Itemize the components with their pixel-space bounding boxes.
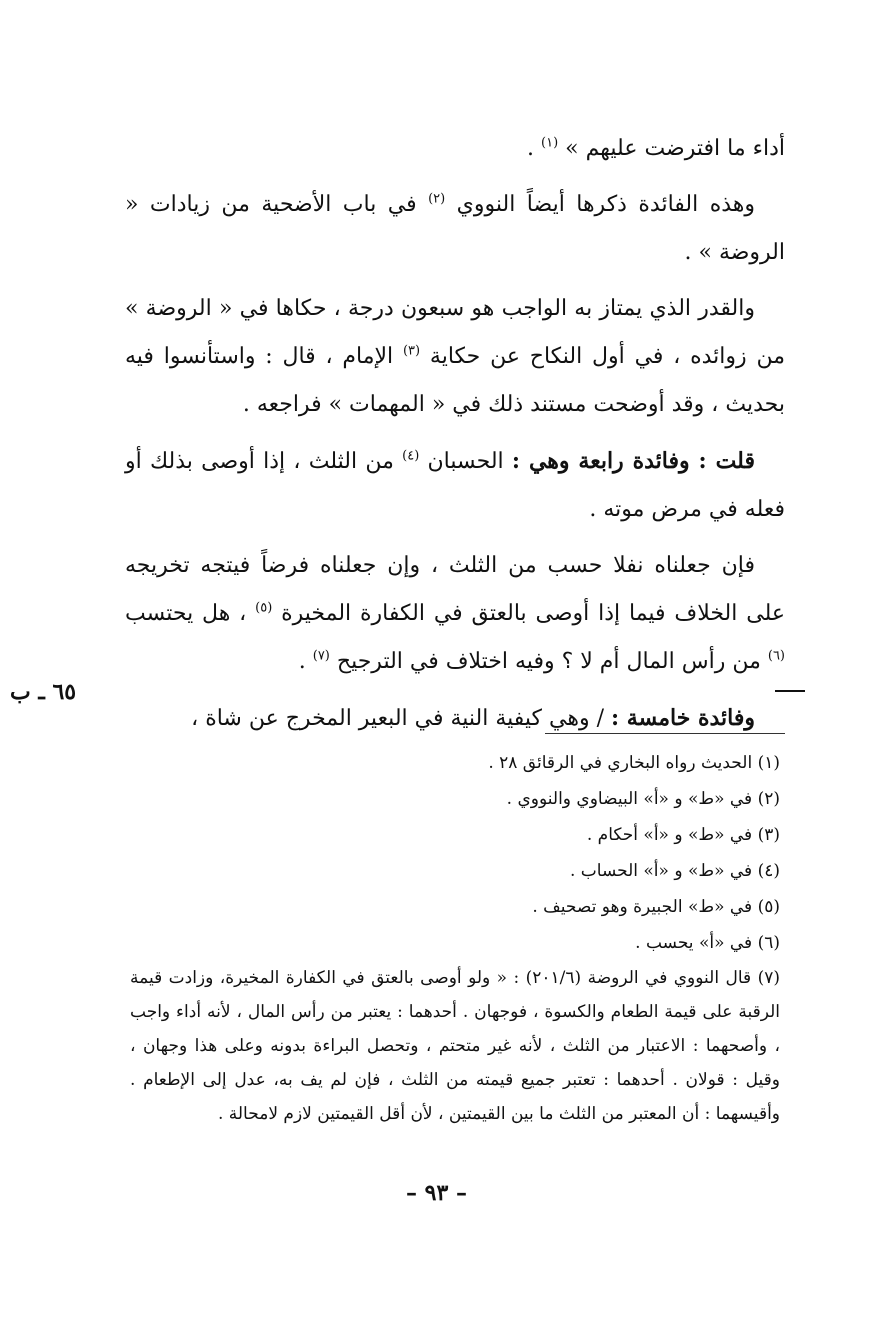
footnote-ref: (٧) xyxy=(312,648,330,664)
text-run: . xyxy=(527,136,542,161)
text-run: وهذه الفائدة ذكرها أيضاً النووي xyxy=(445,192,755,217)
paragraph-5 xyxy=(125,542,785,686)
margin-folio-note: ٦٥ ـ ب xyxy=(10,679,77,705)
text-run: والقدر الذي يمتاز به الواجب هو سبعون درجة ، حكاها في « الروضة » من زوائده ، في أول النكاح عن حكاية xyxy=(125,296,785,369)
footnote-5: (٥) في «ط» الجبيرة وهو تصحيف . xyxy=(532,897,780,917)
footnote-1: (١) الحديث رواه البخاري في الرقائق ٢٨ . xyxy=(488,753,780,773)
paragraph-6 xyxy=(125,694,785,743)
section-lead: وفائدة خامسة : xyxy=(611,705,755,731)
footnote-ref: (٥) xyxy=(255,600,273,616)
footnote-7: (٧) قال النووي في الروضة (٢٠١/٦) : « ولو أوصى بالعتق في الكفارة المخيرة، وزادت قيمة الرقبة على قيمة الطعام والكسوة ، فوجهان . أحدهما : يعتبر من رأس المال ، لأنه أداء واجب ، وأصحهما : الاعتبار من الثلث ، لأنه غير متحتم ، وتحصل البراءة بدونه وعلى هذا وجهان ، وقيل : قولان . أحدهما : تعتبر جميع قيمته من الثلث ، فإن لم يف به، عدل إلى الإطعام . وأقيسهما : أن المعتبر من الثلث ما بين القيمتين ، لأن أقل القيمتين لازم لامحالة . xyxy=(130,968,780,1124)
text-run: / وهي كيفية النية في البعير المخرج عن شاة ، xyxy=(191,706,611,731)
paragraph-3 xyxy=(125,285,785,429)
text-run: فإن جعلناه نفلا حسب من الثلث ، وإن جعلناه فرضاً فيتجه تخريجه على الخلاف فيما إذا أوصى بالعتق في الكفارة المخيرة xyxy=(125,553,785,626)
text-run: في باب الأضحية من زيادات « الروضة » . xyxy=(125,192,785,265)
text-run: الإمام ، قال : واستأنسوا فيه بحديث ، وقد أوضحت مستند ذلك في « المهمات » فراجعه . xyxy=(125,344,785,417)
main-text xyxy=(125,125,785,751)
footnote-2: (٢) في «ط» و «أ» البيضاوي والنووي . xyxy=(506,789,780,809)
text-run: . xyxy=(298,649,313,674)
footnote-4: (٤) في «ط» و «أ» الحساب . xyxy=(569,861,780,881)
footnote-ref: (٢) xyxy=(428,191,446,207)
paragraph-1 xyxy=(125,125,785,173)
footnote-ref: (٣) xyxy=(402,343,421,359)
text-run: من رأس المال أم لا ؟ وفيه اختلاف في الترجيح xyxy=(329,649,768,674)
paragraph-4 xyxy=(125,437,785,534)
footnote-separator xyxy=(545,733,785,734)
footnote-ref: (٦) xyxy=(767,648,785,664)
text-run: ، هل يحتسب xyxy=(125,601,256,626)
lead-dash xyxy=(775,690,805,692)
footnote-ref: (٤) xyxy=(402,448,420,464)
text-run: من الثلث ، إذا أوصى بذلك أو فعله في مرض موته . xyxy=(125,449,785,522)
paragraph-2 xyxy=(125,181,785,277)
footnote-6: (٦) في «أ» يحسب . xyxy=(635,933,780,953)
text-run: الحسبان xyxy=(419,449,512,474)
footnote-3: (٣) في «ط» و «أ» أحكام . xyxy=(586,825,780,845)
page-number: – ٩٣ – xyxy=(406,1180,467,1206)
text-run: أداء ما افترضت عليهم » xyxy=(558,136,785,161)
footnote-ref: (١) xyxy=(541,135,559,151)
section-lead: قلت : وفائدة رابعة وهي : xyxy=(511,448,755,474)
footnotes xyxy=(130,745,780,1131)
